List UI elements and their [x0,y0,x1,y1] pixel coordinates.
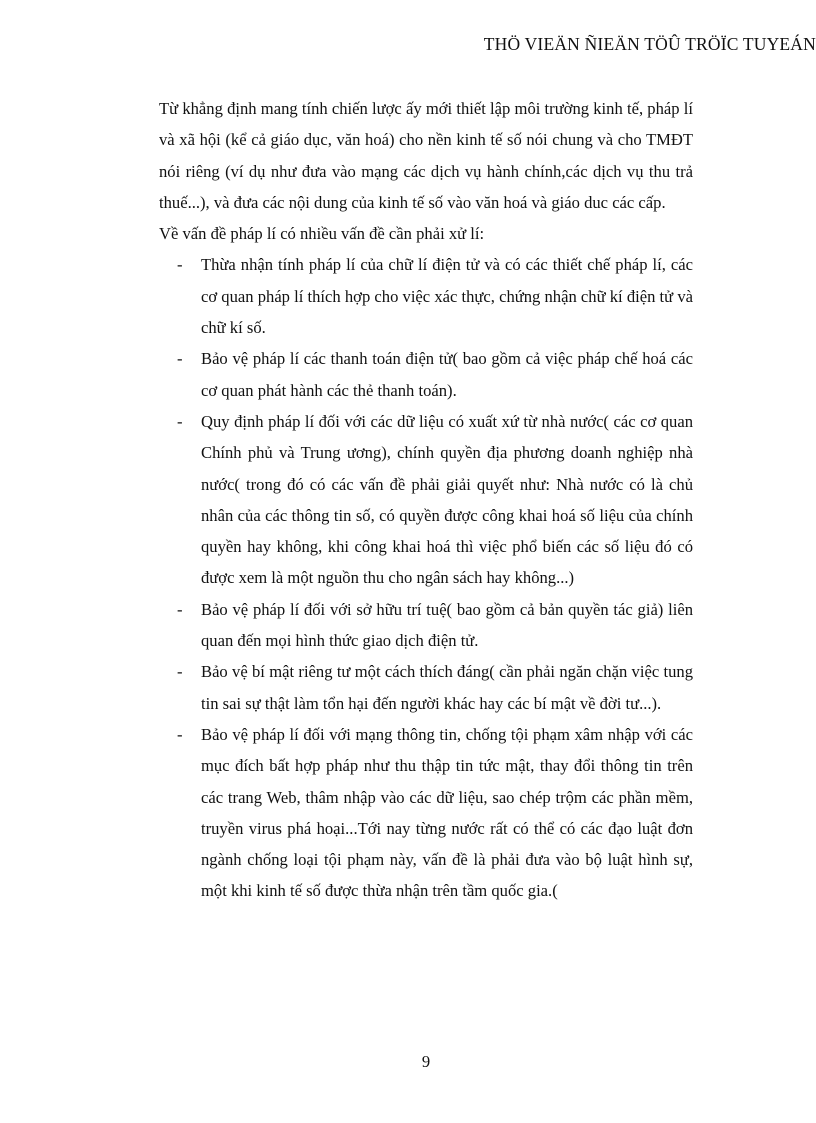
list-item [159,719,693,907]
bullet-dash: - [177,662,183,682]
bullet-dash: - [177,599,183,619]
list-item-text: Thừa nhận tính pháp lí của chữ lí điện tử và có các thiết chế pháp lí, các cơ quan pháp lí thích hợp cho việc xác thực, chứng nhận chữ kí điện tử và chữ kí số. [201,255,693,338]
list-item [159,406,693,594]
bullet-dash: - [177,349,183,369]
list-item [159,656,693,719]
list-item-text: Bảo vệ pháp lí các thanh toán điện tử( bao gồm cả việc pháp chế hoá các cơ quan phát hành các thẻ thanh toán). [201,349,693,400]
intro-paragraph: Từ khẳng định mang tính chiến lược ấy mới thiết lập môi trường kinh tế, pháp lí và xã hội (kể cả giáo dục, văn hoá) cho nền kinh tế số nói chung và cho TMĐT nói riêng (ví dụ như đưa vào mạng các dịch vụ hành chính,các dịch vụ thu trả thuế...), và đưa các nội dung của kinh tế số vào văn hoá và giáo duc các cấp. [159,99,693,212]
legal-issues-list [159,249,693,906]
list-item [159,594,693,657]
bullet-dash: - [177,724,183,744]
bullet-dash: - [177,411,183,431]
running-header: THÖ VIEÄN ÑIEÄN TÖÛ TRÖÏC TUYEÁN [483,34,816,54]
list-item [159,249,693,343]
list-item-text: Bảo vệ pháp lí đối với mạng thông tin, chống tội phạm xâm nhập với các mục đích bất hợp pháp như thu thập tin tức mật, thay đổi thông tin trên các trang Web, thâm nhập vào các dữ liệu, sao chép trộm các phần mềm, truyền virus phá hoại...Tới nay từng nước rất có thể có các đạo luật đơn ngành chống loại tội phạm này, vấn đề là phải đưa vào bộ luật hình sự, một khi kinh tế số được thừa nhận trên tầm quốc gia.( [201,724,693,901]
page-number: 9 [421,1052,431,1071]
list-item-text: Bảo vệ bí mật riêng tư một cách thích đáng( cần phải ngăn chặn việc tung tin sai sự thật làm tổn hại đến người khác hay các bí mật về đời tư...). [201,662,693,713]
document-body [159,93,693,907]
bullet-dash: - [177,255,183,275]
list-item-text: Bảo vệ pháp lí đối với sở hữu trí tuệ( bao gồm cả bản quyền tác giả) liên quan đến mọi hình thức giao dịch điện tử. [201,599,693,651]
list-item [159,343,693,406]
lead-paragraph: Về vấn đề pháp lí có nhiều vấn đề cần phải xử lí: [159,224,485,244]
list-item-text: Quy định pháp lí đối với các dữ liệu có xuất xứ từ nhà nước( các cơ quan Chính phủ và Trung ương), chính quyền địa phương doanh nghiệp nhà nước( trong đó có các vấn đề phải giải quyết như: Nhà nước có là chủ nhân của các thông tin số, có quyền được công khai hoá số liệu của chính quyền hay không, khi công khai hoá thì việc phổ biến các số liệu đó có được xem là một nguồn thu cho ngân sách hay không...) [201,411,693,588]
